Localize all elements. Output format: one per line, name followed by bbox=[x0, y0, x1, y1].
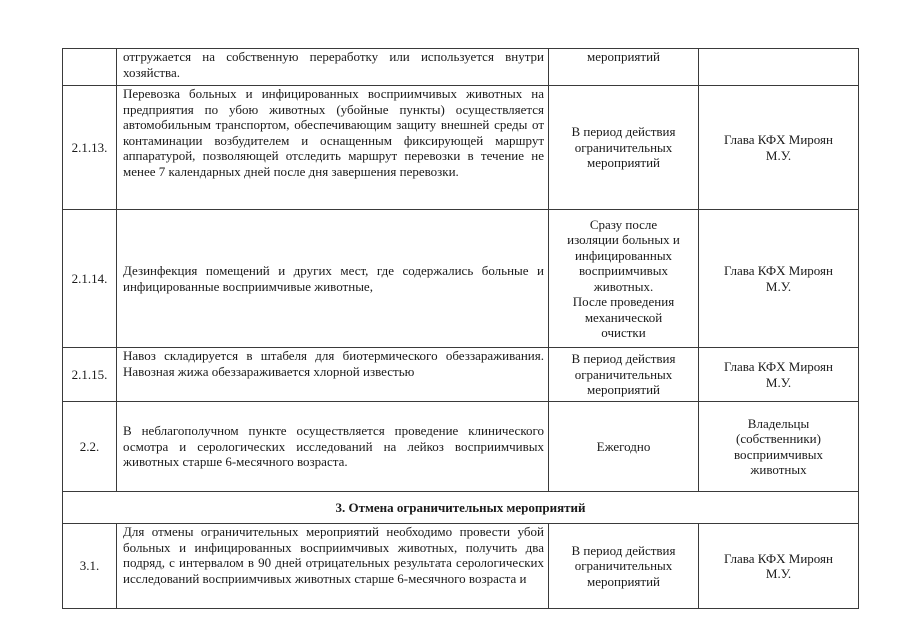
table-row bbox=[63, 49, 859, 86]
responsible-cell: Глава КФХ Мироян М.У. bbox=[699, 348, 859, 402]
responsible-cell: Глава КФХ Мироян М.У. bbox=[699, 86, 859, 210]
period-cell: В период действия ограничительных мероприятий bbox=[549, 524, 699, 609]
row-number: 2.1.14. bbox=[63, 210, 117, 348]
document-page bbox=[62, 48, 858, 609]
period-cell: Сразу после изоляции больных и инфицированных восприимчивых животных. После проведения механической очистки bbox=[549, 210, 699, 348]
measure-text: Для отмены ограничительных мероприятий необходимо провести убой больных и инфицированных восприимчивых животных, получить два подряд, с интервалом в 90 дней отрицательных результата серологических исследований восприимчивых животных старше 6-месячного возраста и bbox=[117, 524, 549, 609]
table-row bbox=[63, 86, 859, 210]
row-number: 2.1.13. bbox=[63, 86, 117, 210]
table-row bbox=[63, 402, 859, 492]
measure-text: Навоз складируется в штабеля для биотермического обеззараживания. Навозная жижа обеззараживается хлорной известью bbox=[117, 348, 549, 402]
period-cell: Ежегодно bbox=[549, 402, 699, 492]
period-cell: В период действия ограничительных мероприятий bbox=[549, 86, 699, 210]
measure-text: В неблагополучном пункте осуществляется проведение клинического осмотра и серологических исследований на лейкоз восприимчивых животных старше 6-месячного возраста. bbox=[117, 402, 549, 492]
responsible-cell: Глава КФХ Мироян М.У. bbox=[699, 524, 859, 609]
table-row bbox=[63, 210, 859, 348]
section-row bbox=[63, 492, 859, 524]
responsible-cell bbox=[699, 49, 859, 86]
section-title: 3. Отмена ограничительных мероприятий bbox=[63, 492, 859, 524]
measure-text: отгружается на собственную переработку или используется внутри хозяйства. bbox=[117, 49, 549, 86]
table-row bbox=[63, 348, 859, 402]
measure-text: Дезинфекция помещений и других мест, где содержались больные и инфицированные восприимчивые животные, bbox=[117, 210, 549, 348]
responsible-cell: Глава КФХ Мироян М.У. bbox=[699, 210, 859, 348]
row-number: 2.1.15. bbox=[63, 348, 117, 402]
period-cell: В период действия ограничительных мероприятий bbox=[549, 348, 699, 402]
row-number: 3.1. bbox=[63, 524, 117, 609]
measure-text: Перевозка больных и инфицированных восприимчивых животных на предприятия по убою животных (убойные пункты) осуществляется автомобильным транспортом, обеспечивающим защиту внешней среды от контаминации возбудителем и оснащенным фиксирующей маршрут аппаратурой, позволяющей отследить маршрут перевозки в течение не менее 7 календарных дней после дня завершения перевозки. bbox=[117, 86, 549, 210]
measures-table bbox=[62, 48, 859, 609]
row-number bbox=[63, 49, 117, 86]
table-row bbox=[63, 524, 859, 609]
responsible-cell: Владельцы (собственники) восприимчивых животных bbox=[699, 402, 859, 492]
row-number: 2.2. bbox=[63, 402, 117, 492]
period-cell: мероприятий bbox=[549, 49, 699, 86]
